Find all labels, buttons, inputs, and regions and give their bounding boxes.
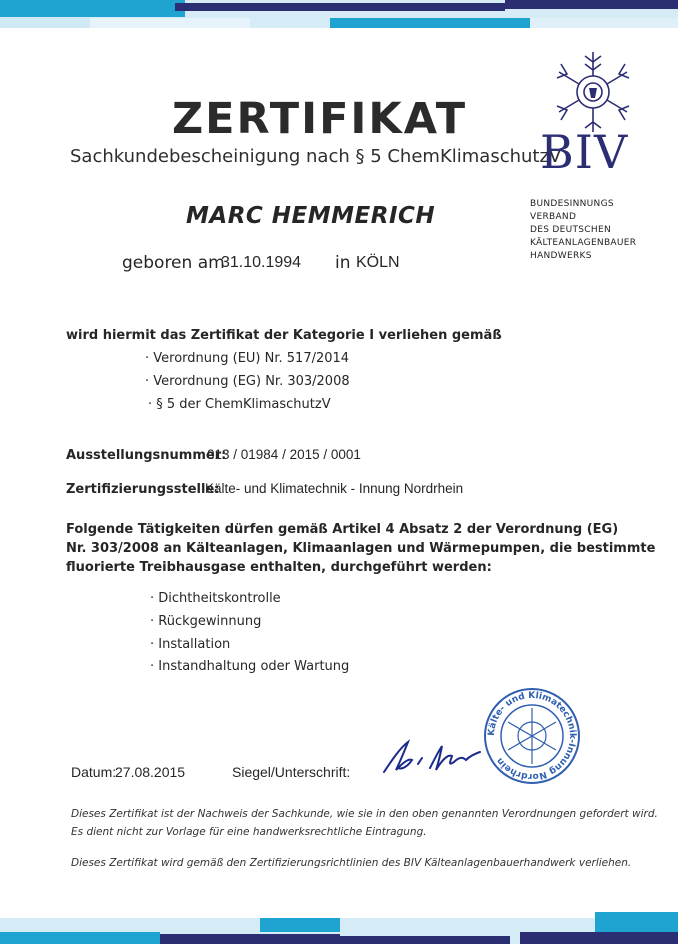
handwritten-signature [378,738,488,778]
activity-item: · Installation [150,637,231,652]
activity-item: · Instandhaltung oder Wartung [150,659,350,674]
footer-note: Dieses Zertifikat ist der Nachweis der Sachkunde, wie sie in den oben genannten Verordnungen gefordert wird. [71,808,658,820]
category-intro: wird hiermit das Zertifikat der Kategorie I verliehen gemäß [66,328,502,343]
issue-number-label: Ausstellungsnummer: [66,448,227,463]
issue-number-value: 013 / 01984 / 2015 / 0001 [207,447,361,462]
date-label: Datum: [71,764,117,780]
footer-note: Dieses Zertifikat wird gemäß den Zertifizierungsrichtlinien des BIV Kälteanlagenbauerhandwerk verliehen. [71,857,632,869]
biv-line-4: KÄLTEANLAGENBAUER [530,238,637,248]
innung-seal-stamp [482,686,582,786]
birth-in-label: in [335,253,351,273]
regulation-item: · Verordnung (EG) Nr. 303/2008 [145,374,350,389]
seal-ring-text: Kälte- und Klimatechnik-Innung Nordrhein [486,690,578,782]
biv-line-2: VERBAND [530,212,577,222]
birth-city: KÖLN [356,254,400,271]
date-value: 27.08.2015 [115,764,186,780]
activities-text-line: Nr. 303/2008 an Kälteanlagen, Klimaanlagen und Wärmepumpen, die bestimmte [66,541,656,556]
birth-label: geboren am [122,253,225,273]
activities-text-line: Folgende Tätigkeiten dürfen gemäß Artikel 4 Absatz 2 der Verordnung (EG) [66,522,619,537]
activity-item: · Rückgewinnung [150,614,262,629]
biv-line-1: BUNDESINNUNGS [530,199,614,209]
activity-item: · Dichtheitskontrolle [150,591,281,606]
seal-signature-label: Siegel/Unterschrift: [232,764,351,780]
biv-line-5: HANDWERKS [530,251,592,261]
footer-note: Es dient nicht zur Vorlage für eine handwerksrechtliche Eintragung. [71,826,427,838]
regulation-item: · Verordnung (EU) Nr. 517/2014 [145,351,350,366]
certification-body-value: Kälte- und Klimatechnik - Innung Nordrhein [205,481,464,496]
certification-body-label: Zertifizierungsstelle: [66,482,220,497]
certificate-title: ZERTIFIKAT [172,94,468,144]
snowflake-logo-icon [545,48,641,134]
certificate-subtitle: Sachkundebescheinigung nach § 5 ChemKlimaschutzV [70,146,562,167]
biv-logo-letters: BIV [540,125,629,179]
regulation-item: · § 5 der ChemKlimaschutzV [148,397,331,412]
biv-line-3: DES DEUTSCHEN [530,225,611,235]
birth-date: 31.10.1994 [221,254,302,271]
activities-text-line: fluorierte Treibhausgase enthalten, durchgeführt werden: [66,560,492,575]
holder-name: MARC HEMMERICH [186,203,436,229]
